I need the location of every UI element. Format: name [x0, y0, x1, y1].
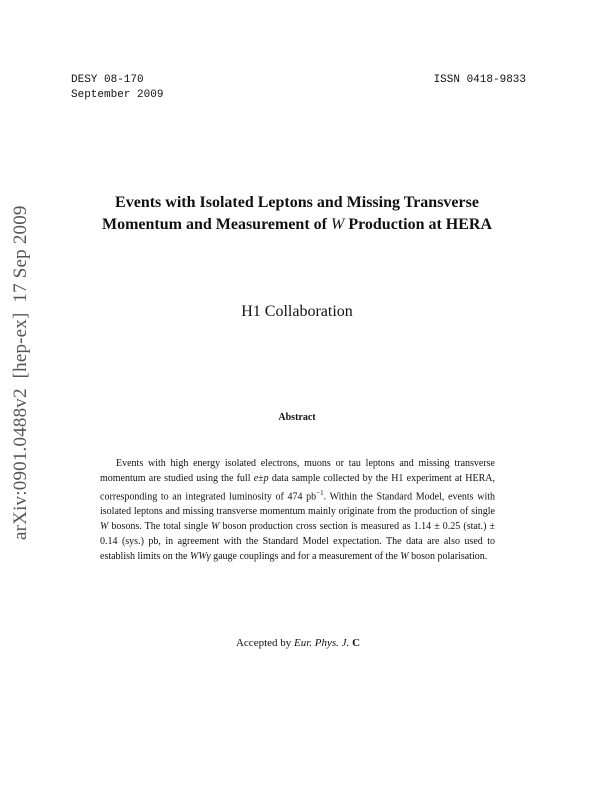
issn: ISSN 0418-9833	[433, 74, 526, 86]
report-header	[71, 73, 163, 103]
arxiv-stamp: arXiv:0901.0488v2 [hep-ex] 17 Sep 2009	[10, 205, 31, 540]
title-line-2: Momentum and Measurement of W Production at HERA	[101, 216, 493, 233]
abstract-body: Events with high energy isolated electrons, muons or tau leptons and missing transverse momentum are studied using the full e±p data sample collected by the H1 experiment at HERA, corresponding to an integrated luminosity of 474 $pb^{-1}$. Within the Standard Model, events with isolated leptons and missing transverse momentum mainly originate from the production of single W bosons. The total single W boson production cross section is measured as 1.14 ± 0.25 (stat.) ± 0.14 (sys.) pb, in agreement with the Standard Model expectation. The data are also used to establish limits on the WWγ gauge couplings and for a measurement of the W boson polarisation.	[100, 458, 496, 562]
accepted-note: Accepted by Eur. Phys. J. C	[235, 637, 361, 649]
report-number: DESY 08-170	[71, 74, 144, 86]
title-line-1: Events with Isolated Leptons and Missing Transverse	[115, 194, 479, 211]
journal-name: Eur. Phys. J.	[294, 637, 350, 649]
paper-title	[72, 192, 522, 236]
author: H1 Collaboration	[241, 303, 353, 320]
report-date: September 2009	[71, 89, 164, 101]
abstract-heading: Abstract	[278, 412, 316, 423]
